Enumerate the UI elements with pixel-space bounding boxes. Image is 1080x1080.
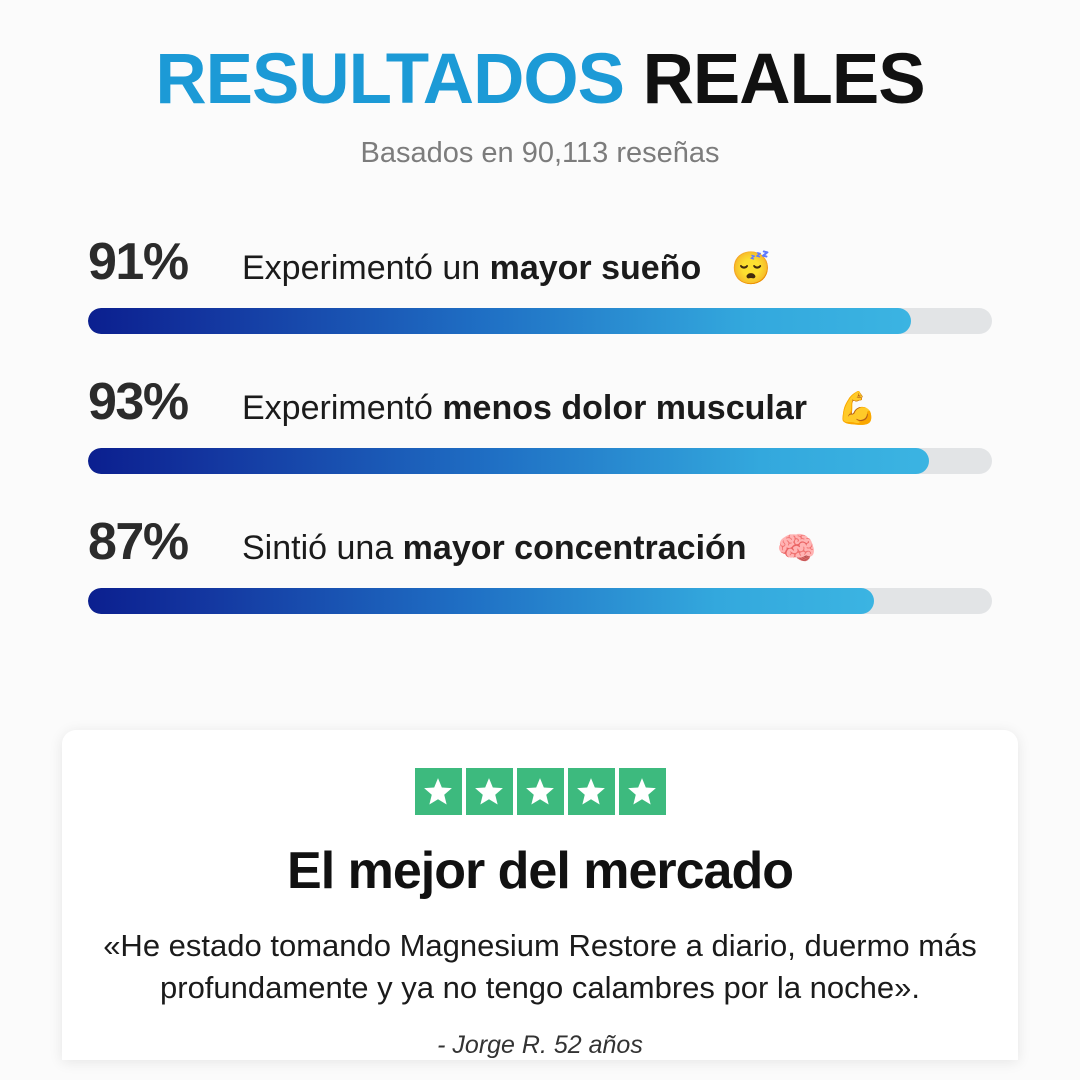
progress-fill (88, 588, 874, 614)
stat-description-plain: Experimentó un (242, 249, 490, 287)
review-quote: «He estado tomando Magnesium Restore a diario, duermo más profundamente y ya no tengo calambres por la noche». (103, 928, 977, 1005)
page-subtitle: Basados en 90,113 reseñas (360, 137, 720, 169)
review-card (62, 730, 1018, 1060)
stat-item (88, 372, 992, 474)
progress-track (88, 308, 992, 334)
brain-emoji: 🧠 (776, 530, 817, 566)
stat-percent: 91% (88, 233, 188, 291)
stat-description (242, 389, 807, 428)
progress-fill (88, 448, 929, 474)
stat-description-bold: mayor sueño (489, 249, 702, 287)
page-title (0, 40, 1080, 119)
review-author: - Jorge R. 52 años (437, 1030, 643, 1059)
stat-label-row (88, 372, 992, 432)
page-title-accent: RESULTADOS (155, 40, 624, 119)
stat-description-bold: menos dolor muscular (442, 389, 807, 427)
rating-stars (102, 768, 978, 815)
stats-list (0, 232, 1080, 614)
stat-description (242, 529, 747, 568)
stat-percent: 93% (88, 373, 188, 431)
stat-description-plain: Sintió una (242, 529, 403, 567)
sleeping-face-emoji: 😴 (731, 250, 772, 286)
stat-label-row (88, 232, 992, 292)
progress-fill (88, 308, 911, 334)
stat-description-plain: Experimentó (242, 389, 443, 427)
progress-track (88, 588, 992, 614)
page-title-dark: REALES (642, 40, 925, 119)
stat-item (88, 512, 992, 614)
review-title: El mejor del mercado (287, 842, 793, 900)
header (0, 0, 1080, 170)
star-icon (517, 768, 564, 815)
flexed-biceps-emoji: 💪 (836, 390, 877, 426)
stat-label-row (88, 512, 992, 572)
stat-description (242, 249, 701, 288)
star-icon (568, 768, 615, 815)
star-icon (415, 768, 462, 815)
star-icon (466, 768, 513, 815)
stat-percent: 87% (88, 513, 188, 571)
star-icon (619, 768, 666, 815)
progress-track (88, 448, 992, 474)
stat-item (88, 232, 992, 334)
stat-description-bold: mayor concentración (402, 529, 747, 567)
